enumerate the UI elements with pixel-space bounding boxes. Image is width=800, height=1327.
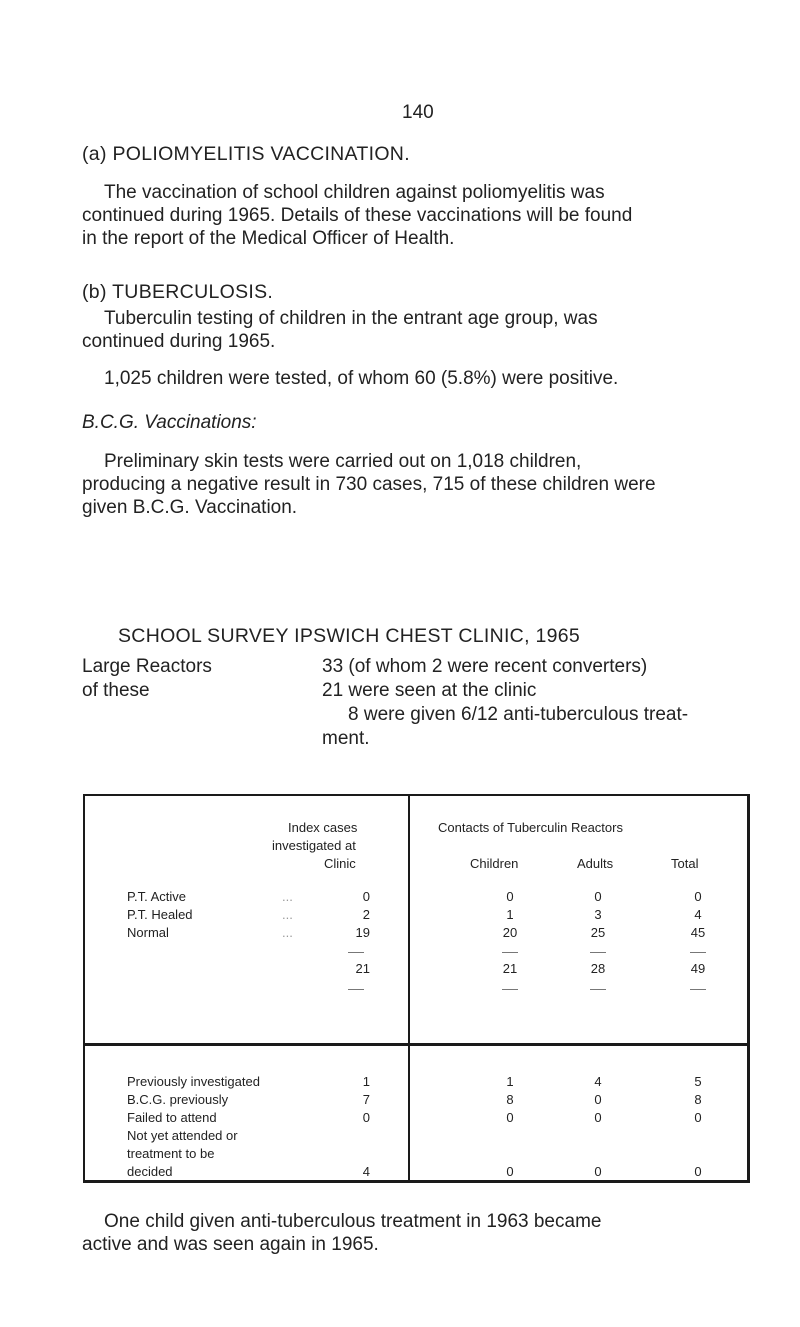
cell-adults: 4 (594, 1074, 602, 1089)
cell-children: 1 (506, 907, 514, 922)
cell-total: 8 (694, 1092, 702, 1107)
index-header-2: investigated at (272, 838, 356, 853)
bcg-heading: B.C.G. Vaccinations: (82, 412, 257, 433)
bcg-line-2: producing a negative result in 730 cases, 715 of these children were (82, 474, 656, 495)
cell-adults: 0 (594, 1110, 602, 1125)
cell-children: 0 (506, 889, 514, 904)
cell-index: 2 (362, 907, 370, 922)
survey-left-1: Large Reactors (82, 656, 212, 677)
cell-index: 19 (355, 925, 370, 940)
table-right-rule (747, 794, 750, 1183)
cell-total: 0 (694, 889, 702, 904)
cell-children: 0 (506, 1110, 514, 1125)
cell-total: 4 (694, 907, 702, 922)
sum-rule (348, 952, 364, 953)
cell-adults: 25 (590, 925, 606, 940)
total-children: 21 (502, 961, 518, 976)
survey-right-2: 21 were seen at the clinic (322, 680, 537, 701)
cell-total: 5 (694, 1074, 702, 1089)
cell-adults: 0 (594, 1092, 602, 1107)
tb-heading: (b) TUBERCULOSIS. (82, 281, 274, 303)
footer-line-2: active and was seen again in 1965. (82, 1234, 379, 1255)
row-label: Previously investigated (127, 1074, 260, 1089)
total-rule (590, 989, 606, 990)
col-adults-header: Adults (577, 856, 614, 871)
total-index: 21 (355, 961, 370, 976)
sum-rule (590, 952, 606, 953)
cell-index: 0 (362, 889, 370, 904)
tb-line-1: Tuberculin testing of children in the entrant age group, was (104, 308, 598, 329)
cell-index: 7 (362, 1092, 370, 1107)
cell-children: 20 (502, 925, 518, 940)
total-rule (502, 989, 518, 990)
row-label: P.T. Active (127, 889, 187, 904)
row-dots: ... (282, 889, 293, 904)
table-mid-rule (83, 1043, 750, 1046)
polio-line-2: continued during 1965. Details of these vaccinations will be found (82, 205, 633, 226)
cell-children: 8 (506, 1092, 514, 1107)
row-dots: ... (282, 907, 293, 922)
survey-title: SCHOOL SURVEY IPSWICH CHEST CLINIC, 1965 (118, 625, 581, 647)
col-total-header: Total (671, 856, 699, 871)
index-header-3: Clinic (324, 856, 356, 871)
row-label-line: Not yet attended or (127, 1128, 238, 1143)
bcg-line-3: given B.C.G. Vaccination. (82, 497, 298, 518)
table-divider-rule (408, 794, 410, 1183)
row-label: B.C.G. previously (127, 1092, 229, 1107)
polio-heading: (a) POLIOMYELITIS VACCINATION. (82, 143, 410, 165)
polio-line-1: The vaccination of school children against poliomyelitis was (104, 182, 605, 203)
contacts-header: Contacts of Tuberculin Reactors (438, 820, 623, 835)
cell-children: 0 (506, 1164, 514, 1179)
index-header-1: Index cases (288, 820, 358, 835)
table-left-rule (83, 794, 85, 1183)
survey-right-4: ment. (322, 728, 370, 749)
row-label-line: treatment to be (127, 1146, 215, 1161)
row-label: Normal (127, 925, 169, 940)
col-children-header: Children (470, 856, 519, 871)
cell-adults: 3 (594, 907, 602, 922)
total-rule (348, 989, 364, 990)
cell-total: 0 (694, 1110, 702, 1125)
cell-total: 45 (690, 925, 706, 940)
survey-right-1: 33 (of whom 2 were recent converters) (322, 656, 648, 677)
footer-line-1: One child given anti-tuberculous treatment in 1963 became (104, 1211, 602, 1232)
total-rule (690, 989, 706, 990)
total-total: 49 (690, 961, 706, 976)
polio-line-3: in the report of the Medical Officer of Health. (82, 228, 455, 249)
cell-index: 4 (362, 1164, 370, 1179)
cell-total: 0 (694, 1164, 702, 1179)
survey-right-3: 8 were given 6/12 anti-tuberculous treat- (348, 704, 689, 725)
row-label-line: decided (127, 1164, 173, 1179)
sum-rule (690, 952, 706, 953)
cell-adults: 0 (594, 1164, 602, 1179)
row-label: P.T. Healed (127, 907, 193, 922)
cell-index: 0 (362, 1110, 370, 1125)
total-adults: 28 (590, 961, 606, 976)
row-label: Failed to attend (127, 1110, 217, 1125)
bcg-line-1: Preliminary skin tests were carried out on 1,018 children, (104, 451, 582, 472)
page-number: 140 (402, 102, 434, 123)
cell-children: 1 (506, 1074, 514, 1089)
sum-rule (502, 952, 518, 953)
tb-line-2: continued during 1965. (82, 331, 276, 352)
tb-tested-line: 1,025 children were tested, of whom 60 (5.8%) were positive. (104, 368, 619, 389)
table-top-rule (83, 794, 750, 796)
cell-adults: 0 (594, 889, 602, 904)
survey-left-2: of these (82, 680, 150, 701)
cell-index: 1 (362, 1074, 370, 1089)
row-dots: ... (282, 925, 293, 940)
table-bottom-rule (83, 1180, 750, 1183)
